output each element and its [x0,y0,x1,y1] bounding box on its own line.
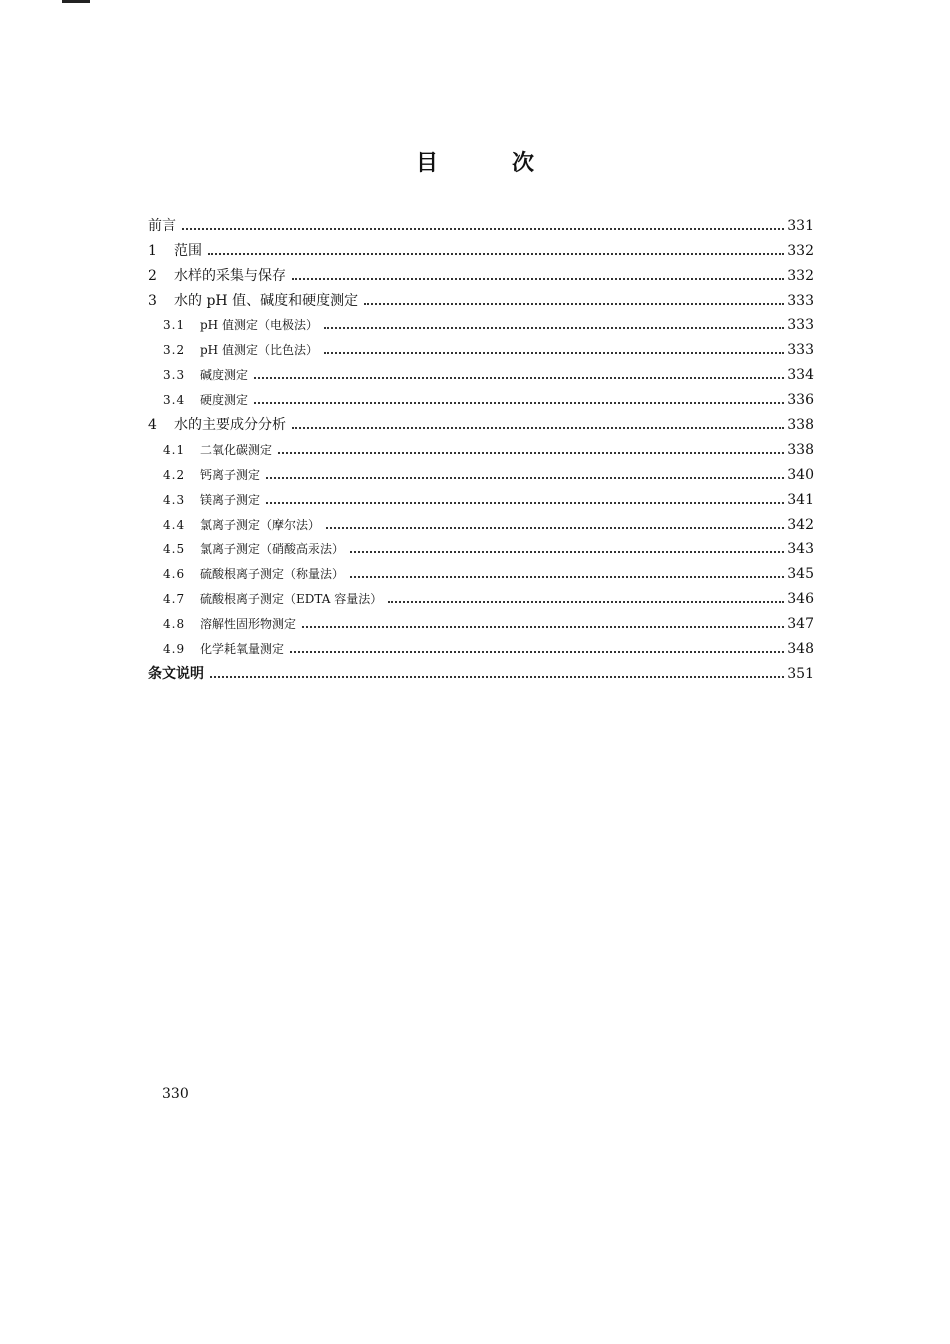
toc-dot-leader [182,228,784,230]
toc-dot-leader [326,527,784,529]
toc-entry-number: 4.2 [163,467,186,482]
toc-dot-leader [254,377,784,379]
toc-entry[interactable] [148,334,814,359]
toc-entry-number: 1 [148,242,157,259]
toc-dot-leader [266,477,784,479]
toc-entry-label: 二氧化碳测定 [200,442,273,457]
toc-entry-number: 4.1 [163,442,186,457]
toc-entry-label: pH 值测定（比色法） [200,343,318,358]
toc-dot-leader [266,502,784,504]
toc-entry-number: 4.7 [163,592,186,607]
toc-entry-number: 3.2 [163,343,186,358]
toc-entry[interactable] [148,359,814,384]
toc-entry-number: 4 [148,417,157,434]
toc-entry-page: 334 [787,367,814,384]
toc-entry[interactable] [148,260,814,285]
toc-entry-page: 340 [787,466,814,483]
toc-entry[interactable] [148,534,814,559]
toc-entry-page: 342 [787,516,814,533]
toc-entry-page: 333 [787,317,814,334]
toc-entry-number: 3 [148,292,157,309]
toc-entry-number: 4.6 [163,567,186,582]
scan-artifact [62,0,90,3]
toc-dot-leader [278,452,784,454]
toc-entry-number: 4.3 [163,492,186,507]
toc-dot-leader [388,601,784,603]
toc-entry[interactable] [148,608,814,633]
toc-entry-page: 343 [787,541,814,558]
toc-entry-page: 338 [787,417,814,434]
toc-entry[interactable] [148,583,814,608]
toc-entry-page: 331 [787,217,814,234]
toc-entry-page: 347 [787,616,814,633]
title-char-1: 目 [415,151,438,176]
table-of-contents [148,210,814,683]
toc-dot-leader [208,253,784,255]
toc-entry-label: 碱度测定 [200,368,249,383]
toc-entry-number: 3.4 [163,393,186,408]
toc-entry-number: 3.1 [163,318,186,333]
toc-entry-label: 氯离子测定（硝酸高汞法） [200,542,345,557]
toc-entry-label: 硫酸根离子测定（称量法） [200,567,345,582]
toc-entry-page: 346 [787,591,814,608]
toc-dot-leader [302,626,784,628]
title-char-2: 次 [512,151,535,176]
toc-entry-number: 4.8 [163,617,186,632]
toc-entry-page: 345 [787,566,814,583]
toc-entry-number: 4.9 [163,642,186,657]
toc-entry-page: 351 [787,665,814,682]
toc-entry-label: 水的 pH 值、碱度和硬度测定 [174,292,359,309]
toc-entry-page: 333 [787,342,814,359]
toc-dot-leader [254,402,784,404]
toc-entry-label: 前言 [148,217,176,234]
toc-dot-leader [210,676,784,678]
toc-entry-page: 348 [787,641,814,658]
toc-entry-number: 3.3 [163,368,186,383]
toc-entry[interactable] [148,434,814,459]
toc-entry[interactable] [148,210,814,235]
toc-entry-page: 333 [787,292,814,309]
toc-entry-page: 336 [787,392,814,409]
toc-entry-page: 338 [787,441,814,458]
toc-entry[interactable] [148,285,814,310]
toc-entry-page: 332 [787,242,814,259]
toc-entry[interactable] [148,558,814,583]
toc-entry-label: 硫酸根离子测定（EDTA 容量法） [200,592,383,607]
toc-entry-label: 化学耗氧量测定 [200,642,285,657]
toc-entry[interactable] [148,509,814,534]
toc-entry-label: 溶解性固形物测定 [200,617,297,632]
toc-entry[interactable] [148,484,814,509]
toc-entry-label: 镁离子测定 [200,492,261,507]
toc-dot-leader [292,278,784,280]
toc-entry[interactable] [148,409,814,434]
toc-dot-leader [324,352,784,354]
toc-entry[interactable] [148,658,814,683]
toc-dot-leader [290,651,784,653]
toc-entry-label: 水的主要成分分析 [174,417,286,434]
toc-dot-leader [364,303,784,305]
toc-entry-number: 4.4 [163,517,186,532]
toc-dot-leader [292,427,784,429]
toc-entry[interactable] [148,633,814,658]
toc-entry-label: 钙离子测定 [200,467,261,482]
toc-dot-leader [350,551,784,553]
toc-entry[interactable] [148,235,814,260]
toc-dot-leader [350,576,784,578]
toc-entry[interactable] [148,459,814,484]
toc-entry-page: 332 [787,267,814,284]
toc-dot-leader [324,327,784,329]
toc-entry-label: 硬度测定 [200,393,249,408]
page-title [0,146,950,177]
toc-entry-label: 氯离子测定（摩尔法） [200,517,321,532]
toc-entry-label: pH 值测定（电极法） [200,318,318,333]
toc-entry-page: 341 [787,491,814,508]
toc-entry-label: 范围 [174,242,202,259]
toc-entry-number: 4.5 [163,542,186,557]
toc-entry[interactable] [148,310,814,335]
toc-entry[interactable] [148,384,814,409]
toc-entry-label: 水样的采集与保存 [174,267,286,284]
toc-entry-number: 2 [148,267,157,284]
toc-entry-label: 条文说明 [148,665,204,682]
page-number: 330 [162,1086,189,1102]
